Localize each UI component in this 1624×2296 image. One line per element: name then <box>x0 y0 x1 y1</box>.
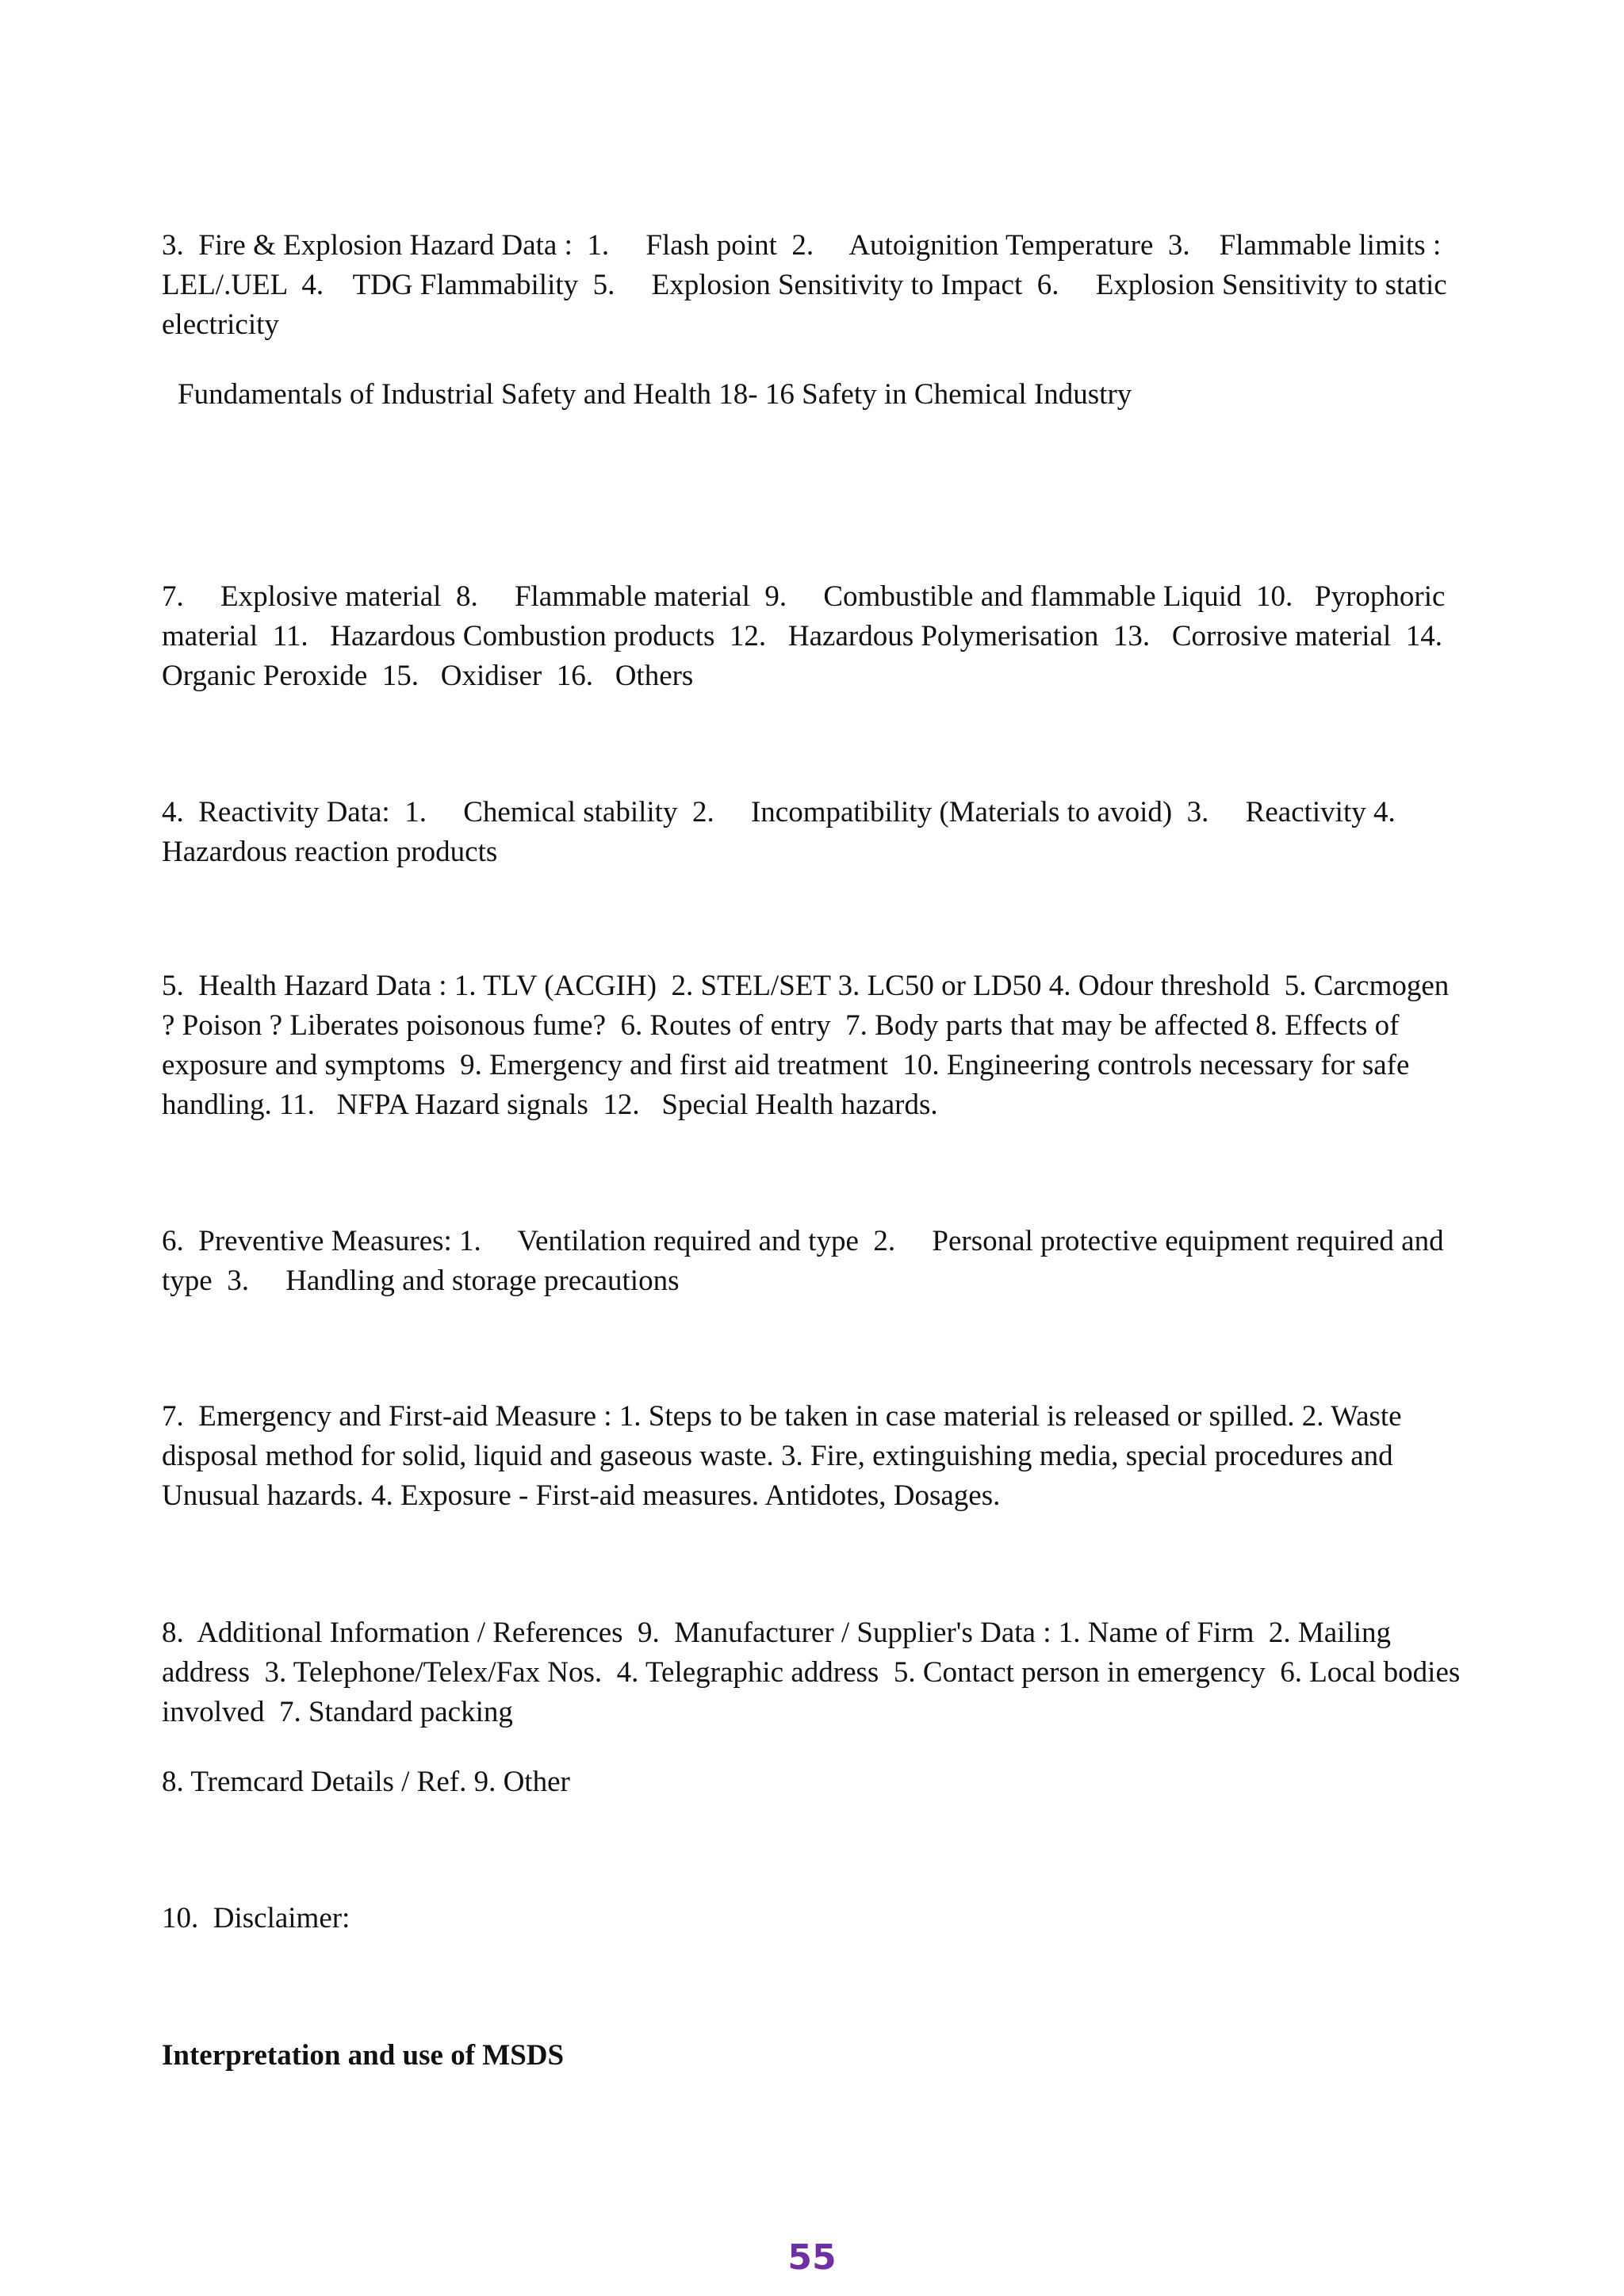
health-hazard-paragraph: 5. Health Hazard Data : 1. TLV (ACGIH) 2. STEL/SET 3. LC50 or LD50 4. Odour threshold 5. Carcmogen ? Poison ? Liberates poisonous fume? 6. Routes of entry 7. Body parts that may be affected 8. Effects of exposure and symptoms 9. Emergency and first aid treatment 10. Engineering controls necessary for safe handling. 11. NFPA Hazard signals 12. Special Health hazards. <box>162 970 1457 1121</box>
page-number: 55 <box>787 2237 837 2278</box>
materials-paragraph: 7. Explosive material 8. Flammable material 9. Combustible and flammable Liquid 10. Pyrophoric material 11. Hazardous Combustion products 12. Hazardous Polymerisation 13. Corrosive material 14. Organic Peroxide 15. Oxidiser 16. Others <box>162 580 1465 692</box>
tremcard-details-paragraph: 8. Tremcard Details / Ref. 9. Other <box>162 1766 570 1798</box>
section-heading: Interpretation and use of MSDS <box>162 2039 565 2072</box>
preventive-measures-paragraph: 6. Preventive Measures: 1. Ventilation required and type 2. Personal protective equipment required and type 3. Handling and storage precautions <box>162 1225 1451 1297</box>
reactivity-data-paragraph: 4. Reactivity Data: 1. Chemical stability 2. Incompatibility (Materials to avoid) 3. Reactivity 4. Hazardous reaction products <box>162 796 1418 868</box>
emergency-first-aid-paragraph: 7. Emergency and First-aid Measure : 1. Steps to be taken in case material is released or spilled. 2. Waste disposal method for solid, liquid and gaseous waste. 3. Fire, extinguishing media, special procedures and Unusual hazards. 4. Exposure - First-aid measures. Antidotes, Dosages. <box>162 1400 1409 1512</box>
additional-information-paragraph: 8. Additional Information / References 9. Manufacturer / Supplier's Data : 1. Name of Firm 2. Mailing address 3. Telephone/Telex/Fax Nos. 4. Telegraphic address 5. Contact person in emergency 6. Local bodies involved 7. Standard packing <box>162 1617 1468 1728</box>
fire-explosion-hazard-paragraph: 3. Fire & Explosion Hazard Data : 1. Flash point 2. Autoignition Temperature 3. Flammable limits : LEL/.UEL 4. TDG Flammability 5. Explosion Sensitivity to Impact 6. Explosion Sensitivity to static electricity <box>162 229 1454 341</box>
running-header-text: Fundamentals of Industrial Safety and Health 18- 16 Safety in Chemical Industry <box>178 378 1132 411</box>
disclaimer-paragraph: 10. Disclaimer: <box>162 1902 350 1934</box>
